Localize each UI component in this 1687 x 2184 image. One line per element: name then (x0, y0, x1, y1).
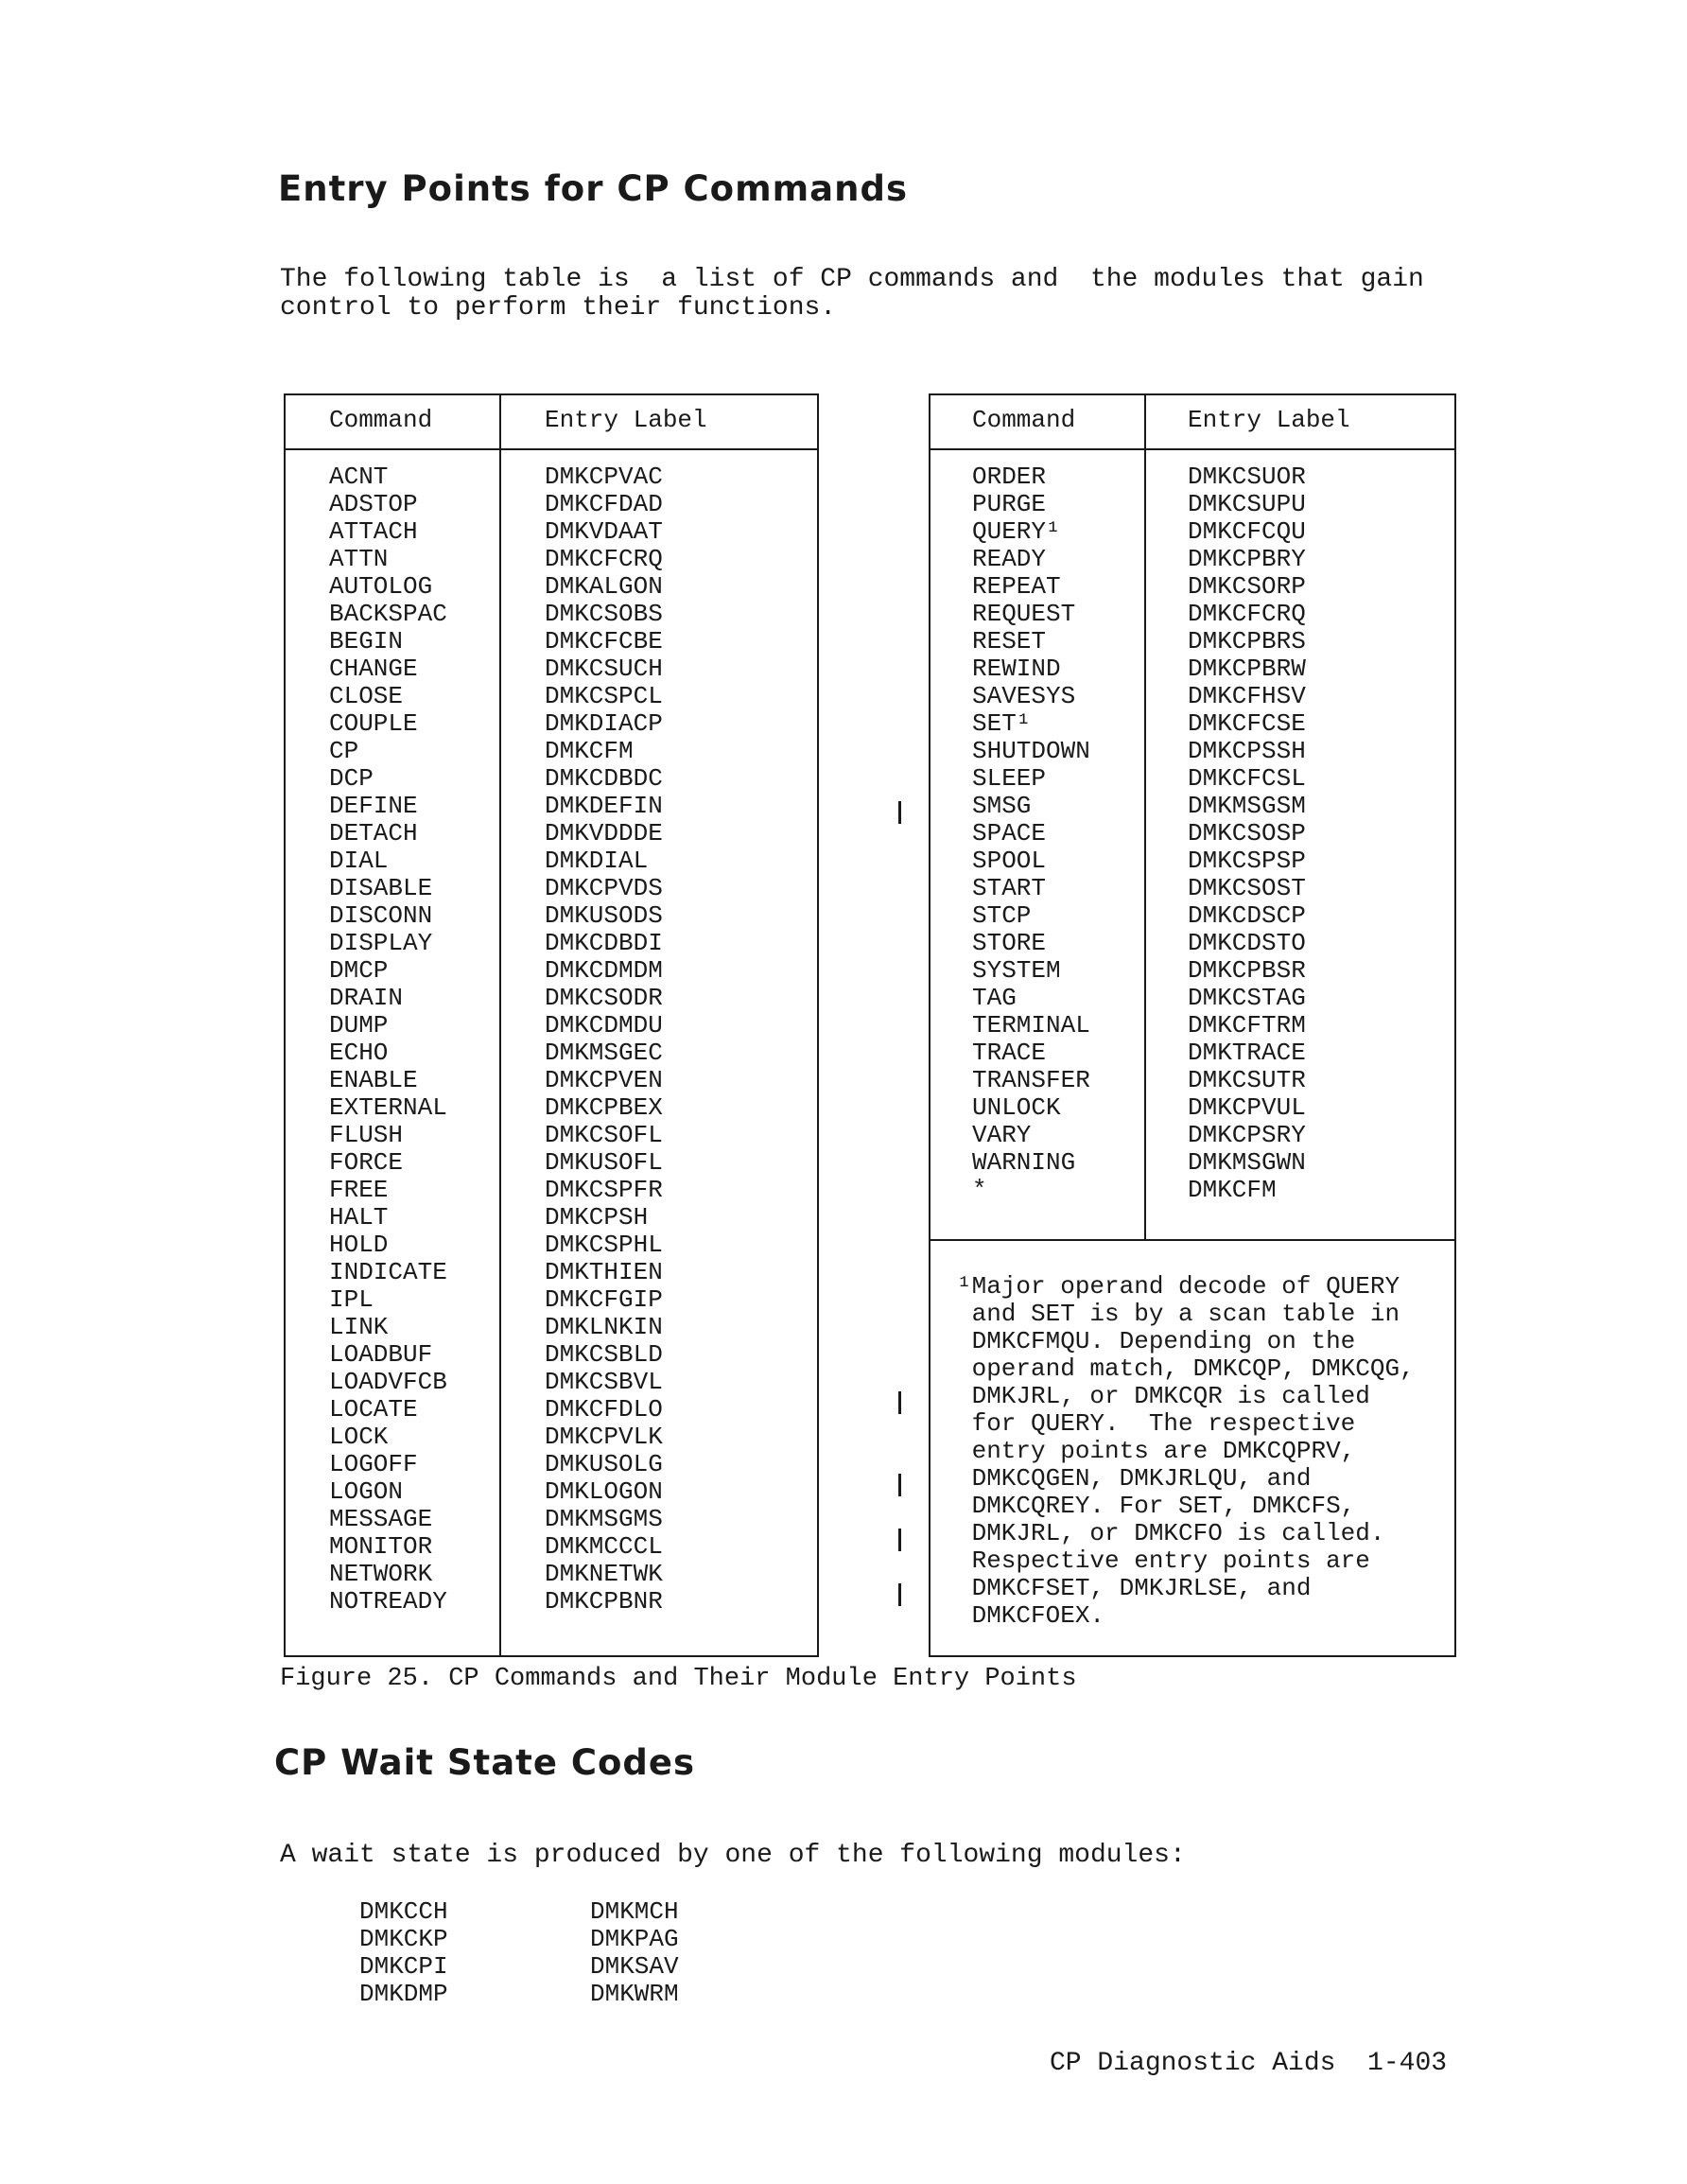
entry-label-cell: DMKTHIEN (545, 1258, 663, 1286)
right-header-entry: Entry Label (1188, 406, 1350, 434)
footnote-line: and SET is by a scan table in (957, 1300, 1400, 1328)
command-cell: READY (972, 545, 1047, 573)
right-header-command: Command (972, 406, 1076, 434)
command-cell: ADSTOP (329, 490, 418, 518)
entry-label-cell: DMKUSOFL (545, 1148, 663, 1177)
entry-label-cell: DMKCFDLO (545, 1395, 663, 1424)
intro-line-2: control to perform their functions. (280, 293, 837, 323)
command-cell: EXTERNAL (329, 1093, 447, 1122)
entry-label-cell: DMKCPVAC (545, 463, 663, 491)
command-cell: LOGOFF (329, 1450, 418, 1478)
command-cell: ECHO (329, 1039, 389, 1067)
left-header-command: Command (329, 406, 433, 434)
command-cell: START (972, 874, 1047, 902)
entry-label-cell: DMKCPBRY (1188, 545, 1306, 573)
command-cell: FREE (329, 1176, 389, 1204)
module-name: DMKSAV (590, 1952, 679, 1981)
entry-label-cell: DMKCFCSL (1188, 764, 1306, 793)
command-cell: IPL (329, 1285, 374, 1314)
command-cell: SHUTDOWN (972, 737, 1090, 765)
command-cell: AUTOLOG (329, 572, 433, 601)
figure-caption: Figure 25. CP Commands and Their Module Entry Points (280, 1665, 1077, 1693)
entry-label-cell: DMKCFCQU (1188, 517, 1306, 546)
command-cell: PURGE (972, 490, 1047, 518)
command-cell: LINK (329, 1313, 389, 1341)
entry-label-cell: DMKVDAAT (545, 517, 663, 546)
revision-bar (898, 801, 901, 824)
entry-label-cell: DMKDIACP (545, 709, 663, 738)
command-cell: DRAIN (329, 984, 404, 1012)
entry-label-cell: DMKLNKIN (545, 1313, 663, 1341)
command-cell: STORE (972, 929, 1047, 957)
entry-label-cell: DMKDIAL (545, 847, 649, 875)
command-cell: WARNING (972, 1148, 1076, 1177)
entry-label-cell: DMKCPBRW (1188, 655, 1306, 683)
entry-label-cell: DMKCFCBE (545, 627, 663, 655)
command-cell: DISCONN (329, 901, 433, 930)
section-heading: CP Wait State Codes (274, 1742, 696, 1783)
command-cell: BEGIN (329, 627, 404, 655)
footnote-line: DMKCQREY. For SET, DMKCFS, (957, 1492, 1356, 1520)
entry-label-cell: DMKTRACE (1188, 1039, 1306, 1067)
command-cell: HOLD (329, 1231, 389, 1259)
command-cell: REPEAT (972, 572, 1061, 601)
entry-label-cell: DMKCPVLK (545, 1423, 663, 1451)
footnote-line: ¹Major operand decode of QUERY (957, 1272, 1400, 1301)
command-cell: SYSTEM (972, 956, 1061, 985)
command-cell: BACKSPAC (329, 600, 447, 628)
footnote-line: entry points are DMKCQPRV, (957, 1437, 1356, 1465)
entry-label-cell: DMKCPBSR (1188, 956, 1306, 985)
footnote-line: Respective entry points are (957, 1546, 1370, 1575)
entry-label-cell: DMKCSBVL (545, 1368, 663, 1396)
entry-label-cell: DMKCSOBS (545, 600, 663, 628)
entry-label-cell: DMKCDBDI (545, 929, 663, 957)
entry-label-cell: DMKMSGMS (545, 1505, 663, 1533)
command-cell: ENABLE (329, 1066, 418, 1094)
command-cell: NOTREADY (329, 1587, 447, 1616)
command-cell: ACNT (329, 463, 389, 491)
entry-label-cell: DMKCSUCH (545, 655, 663, 683)
entry-label-cell: DMKCSPHL (545, 1231, 663, 1259)
revision-bar (898, 1391, 901, 1414)
entry-label-cell: DMKCDBDC (545, 764, 663, 793)
command-cell: REQUEST (972, 600, 1076, 628)
command-cell: ATTACH (329, 517, 418, 546)
entry-label-cell: DMKMSGEC (545, 1039, 663, 1067)
command-cell: TAG (972, 984, 1017, 1012)
command-cell: DCP (329, 764, 374, 793)
module-name: DMKDMP (359, 1980, 448, 2008)
module-name: DMKCKP (359, 1925, 448, 1953)
entry-label-cell: DMKCFCRQ (1188, 600, 1306, 628)
left-header-entry: Entry Label (545, 406, 707, 434)
command-cell: LOCATE (329, 1395, 418, 1424)
entry-label-cell: DMKCDMDM (545, 956, 663, 985)
command-cell: CHANGE (329, 655, 418, 683)
command-cell: SPOOL (972, 847, 1047, 875)
page-footer: CP Diagnostic Aids 1-403 (1050, 2049, 1448, 2078)
entry-label-cell: DMKNETWK (545, 1560, 663, 1588)
module-name: DMKCPI (359, 1952, 448, 1981)
command-cell: RESET (972, 627, 1047, 655)
command-cell: DIAL (329, 847, 389, 875)
command-cell: LOADBUF (329, 1340, 433, 1369)
command-cell: DISPLAY (329, 929, 433, 957)
wait-state-intro: A wait state is produced by one of the following modules: (280, 1841, 1186, 1870)
command-cell: FLUSH (329, 1121, 404, 1149)
entry-label-cell: DMKCPSH (545, 1203, 649, 1232)
command-cell: SLEEP (972, 764, 1047, 793)
command-cell: FORCE (329, 1148, 404, 1177)
page-title: Entry Points for CP Commands (278, 168, 908, 209)
entry-label-cell: DMKCSPFR (545, 1176, 663, 1204)
entry-label-cell: DMKCPSSH (1188, 737, 1306, 765)
footnote-line: DMKJRL, or DMKCFO is called. (957, 1519, 1385, 1547)
entry-label-cell: DMKCSOFL (545, 1121, 663, 1149)
entry-label-cell: DMKCDSTO (1188, 929, 1306, 957)
entry-label-cell: DMKCSPSP (1188, 847, 1306, 875)
entry-label-cell: DMKCSTAG (1188, 984, 1306, 1012)
entry-label-cell: DMKCSOSP (1188, 819, 1306, 847)
entry-label-cell: DMKCPBRS (1188, 627, 1306, 655)
entry-label-cell: DMKDEFIN (545, 792, 663, 820)
entry-label-cell: DMKVDDDE (545, 819, 663, 847)
command-cell: MONITOR (329, 1532, 433, 1561)
entry-label-cell: DMKCFCRQ (545, 545, 663, 573)
footnote-line: DMKCQGEN, DMKJRLQU, and (957, 1464, 1312, 1493)
command-cell: DETACH (329, 819, 418, 847)
entry-label-cell: DMKUSODS (545, 901, 663, 930)
entry-label-cell: DMKCPBEX (545, 1093, 663, 1122)
command-cell: TRACE (972, 1039, 1047, 1067)
command-cell: DEFINE (329, 792, 418, 820)
command-cell: SPACE (972, 819, 1047, 847)
footnote-line: DMKJRL, or DMKCQR is called (957, 1382, 1370, 1410)
entry-label-cell: DMKUSOLG (545, 1450, 663, 1478)
command-cell: * (972, 1176, 987, 1204)
entry-label-cell: DMKCPVDS (545, 874, 663, 902)
command-cell: DMCP (329, 956, 389, 985)
entry-label-cell: DMKALGON (545, 572, 663, 601)
entry-label-cell: DMKCFTRM (1188, 1011, 1306, 1040)
command-cell: ORDER (972, 463, 1047, 491)
command-cell: INDICATE (329, 1258, 447, 1286)
entry-label-cell: DMKCPSRY (1188, 1121, 1306, 1149)
command-cell: LOADVFCB (329, 1368, 447, 1396)
footnote-line: DMKCFSET, DMKJRLSE, and (957, 1574, 1312, 1602)
entry-label-cell: DMKCSUTR (1188, 1066, 1306, 1094)
footnote-line: DMKCFMQU. Depending on the (957, 1327, 1356, 1355)
command-cell: NETWORK (329, 1560, 433, 1588)
revision-bar (898, 1474, 901, 1496)
entry-label-cell: DMKCSPCL (545, 682, 663, 710)
entry-label-cell: DMKCPBNR (545, 1587, 663, 1616)
command-cell: REWIND (972, 655, 1061, 683)
entry-label-cell: DMKMSGWN (1188, 1148, 1306, 1177)
command-cell: COUPLE (329, 709, 418, 738)
entry-label-cell: DMKMSGSM (1188, 792, 1306, 820)
module-name: DMKPAG (590, 1925, 679, 1953)
entry-label-cell: DMKCFM (545, 737, 634, 765)
entry-label-cell: DMKCSODR (545, 984, 663, 1012)
revision-bar (898, 1529, 901, 1551)
entry-label-cell: DMKCPVUL (1188, 1093, 1306, 1122)
command-cell: UNLOCK (972, 1093, 1061, 1122)
command-cell: LOCK (329, 1423, 389, 1451)
command-cell: QUERY¹ (972, 517, 1061, 546)
entry-label-cell: DMKCFGIP (545, 1285, 663, 1314)
intro-line-1: The following table is a list of CP commands and the modules that gain (280, 265, 1424, 294)
entry-label-cell: DMKCDSCP (1188, 901, 1306, 930)
entry-label-cell: DMKMCCCL (545, 1532, 663, 1561)
entry-label-cell: DMKCFHSV (1188, 682, 1306, 710)
entry-label-cell: DMKCFM (1188, 1176, 1277, 1204)
entry-label-cell: DMKCSOST (1188, 874, 1306, 902)
command-cell: CP (329, 737, 359, 765)
command-cell: CLOSE (329, 682, 404, 710)
command-cell: HALT (329, 1203, 389, 1232)
command-cell: MESSAGE (329, 1505, 433, 1533)
entry-label-cell: DMKLOGON (545, 1477, 663, 1506)
entry-label-cell: DMKCSBLD (545, 1340, 663, 1369)
command-cell: TRANSFER (972, 1066, 1090, 1094)
module-name: DMKCCH (359, 1897, 448, 1926)
revision-bar (898, 1583, 901, 1606)
entry-label-cell: DMKCSUPU (1188, 490, 1306, 518)
entry-label-cell: DMKCPVEN (545, 1066, 663, 1094)
command-cell: LOGON (329, 1477, 404, 1506)
footnote-line: DMKCFOEX. (957, 1601, 1105, 1630)
command-cell: VARY (972, 1121, 1032, 1149)
command-cell: ATTN (329, 545, 389, 573)
entry-label-cell: DMKCFDAD (545, 490, 663, 518)
command-cell: DUMP (329, 1011, 389, 1040)
command-cell: TERMINAL (972, 1011, 1090, 1040)
command-cell: DISABLE (329, 874, 433, 902)
module-name: DMKMCH (590, 1897, 679, 1926)
command-cell: SMSG (972, 792, 1032, 820)
entry-label-cell: DMKCDMDU (545, 1011, 663, 1040)
command-cell: STCP (972, 901, 1032, 930)
command-cell: SAVESYS (972, 682, 1076, 710)
entry-label-cell: DMKCSORP (1188, 572, 1306, 601)
footnote-line: for QUERY. The respective (957, 1409, 1356, 1438)
command-cell: SET¹ (972, 709, 1032, 738)
footnote-line: operand match, DMKCQP, DMKCQG, (957, 1354, 1415, 1383)
entry-label-cell: DMKCFCSE (1188, 709, 1306, 738)
entry-label-cell: DMKCSUOR (1188, 463, 1306, 491)
module-name: DMKWRM (590, 1980, 679, 2008)
